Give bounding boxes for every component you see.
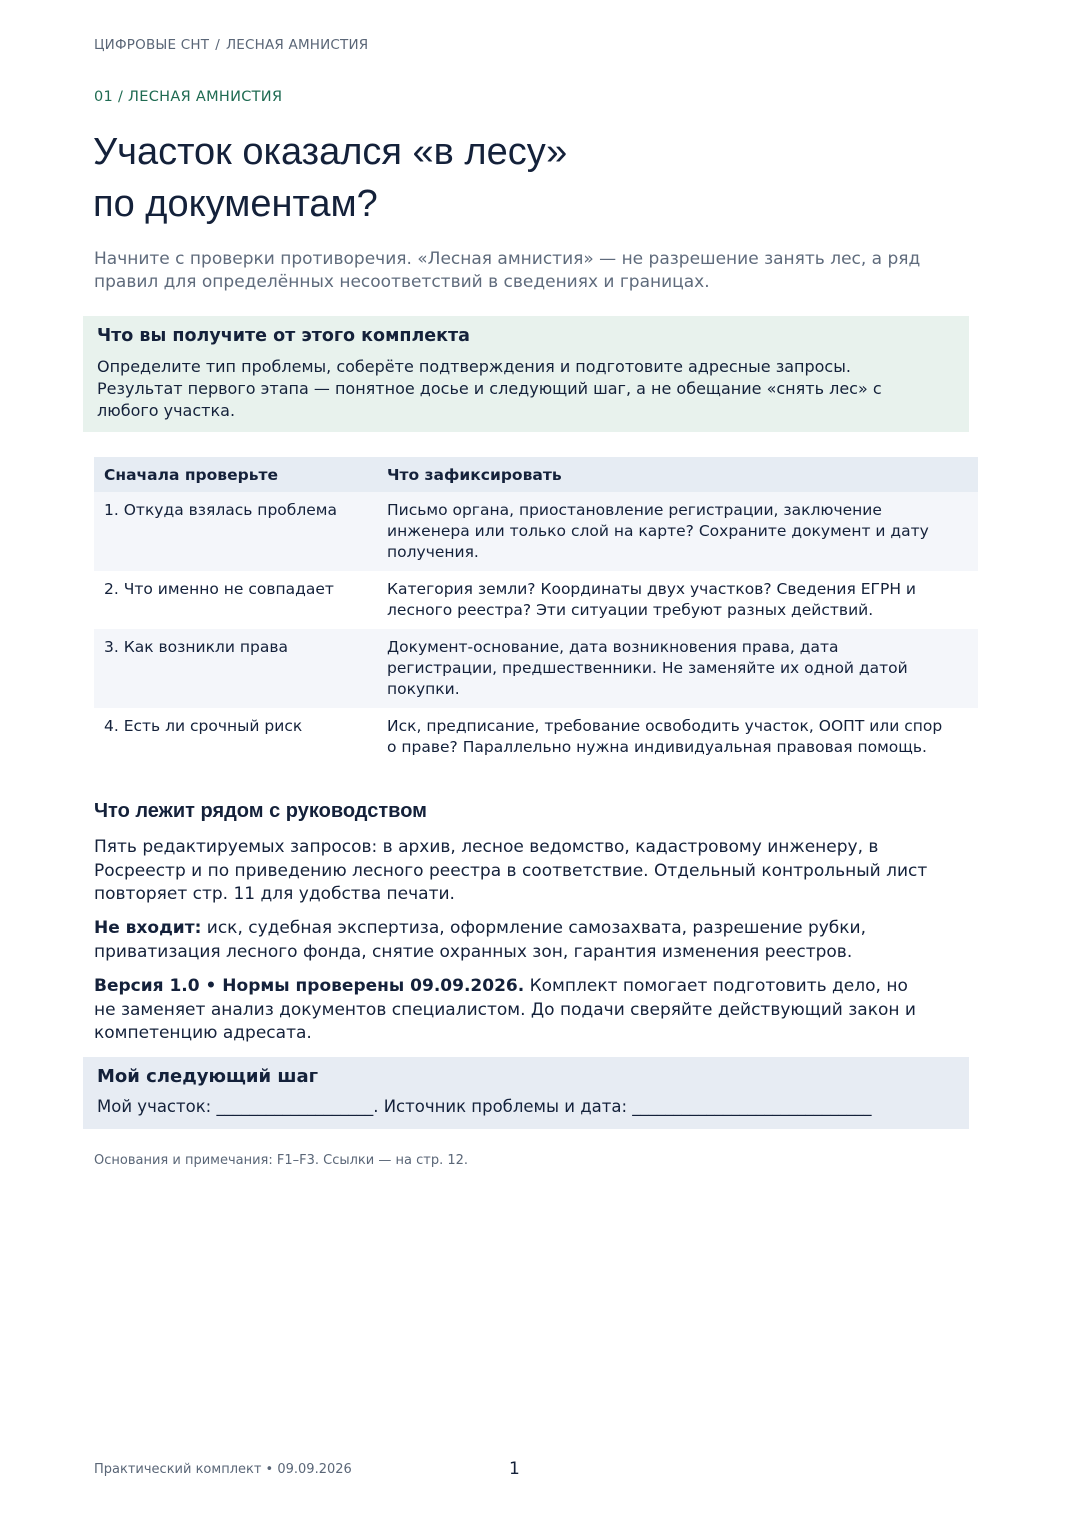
next-step-callout <box>83 1057 969 1129</box>
record-line: Письмо органа, приостановление регистрации, заключение <box>387 501 882 519</box>
version-text: Комплект помогает подготовить дело, но <box>524 976 908 996</box>
breadcrumb-current: ЛЕСНАЯ АМНИСТИЯ <box>225 37 369 53</box>
record-line: получения. <box>387 543 479 561</box>
not-included-paragraph <box>94 917 984 964</box>
breadcrumb-separator: / <box>215 37 220 53</box>
next-step-fill-in[interactable]: Мой участок: ___________________. Источник проблемы и дата: _____________________________ <box>97 1097 872 1116</box>
kit-benefits-line: любого участка. <box>97 401 236 420</box>
section-kicker: 01 / ЛЕСНАЯ АМНИСТИЯ <box>94 89 283 105</box>
paragraph-line <box>94 917 984 941</box>
kit-benefits-callout <box>83 316 969 432</box>
check-cell: 4. Есть ли срочный риск <box>104 717 303 735</box>
table-row <box>94 571 978 629</box>
record-cell <box>377 629 978 708</box>
table-row <box>94 492 978 571</box>
included-files-paragraph <box>94 836 984 907</box>
record-line: покупки. <box>387 680 460 698</box>
version-label: Версия 1.0 • Нормы проверены 09.09.2026. <box>94 976 525 996</box>
record-line: инженера или только слой на карте? Сохраните документ и дату <box>387 522 929 540</box>
breadcrumb-root[interactable]: ЦИФРОВЫЕ СНТ <box>94 37 210 53</box>
breadcrumb <box>94 37 368 53</box>
lead-line-2: правил для определённых несоответствий в сведениях и границах. <box>94 272 710 292</box>
next-step-heading: Мой следующий шаг <box>97 1066 319 1087</box>
record-line: регистрации, предшественники. Не заменяйте их одной датой <box>387 659 908 677</box>
record-line: о праве? Параллельно нужна индивидуальная правовая помощь. <box>387 738 927 756</box>
table-header-row <box>94 457 978 492</box>
column-header-check: Сначала проверьте <box>94 457 377 492</box>
check-cell: 2. Что именно не совпадает <box>104 580 334 598</box>
paragraph-line: приватизация лесного фонда, снятие охранных зон, гарантия изменения реестров. <box>94 941 853 962</box>
page-title-line-2: по документам? <box>93 183 378 225</box>
checklist-table <box>94 457 978 766</box>
kit-benefits-line: Определите тип проблемы, соберёте подтверждения и подготовите адресные запросы. <box>97 357 851 376</box>
record-cell <box>377 708 978 766</box>
record-cell <box>377 492 978 571</box>
section-heading-alongside: Что лежит рядом с руководством <box>94 800 427 822</box>
lead-line-1: Начните с проверки противоречия. «Лесная амнистия» — не разрешение занять лес, а ряд <box>94 249 921 269</box>
record-line: Документ-основание, дата возникновения права, дата <box>387 638 839 656</box>
lead-paragraph <box>94 248 984 294</box>
record-line: лесного реестра? Эти ситуации требуют разных действий. <box>387 601 874 619</box>
footer-caption: Практический комплект • 09.09.2026 <box>94 1462 352 1477</box>
paragraph-line: Росреестр и по приведению лесного реестра в соответствие. Отдельный контрольный лист <box>94 860 928 881</box>
kit-benefits-line: Результат первого этапа — понятное досье и следующий шаг, а не обещание «снять лес» с <box>97 379 882 398</box>
kit-benefits-body <box>97 356 957 422</box>
table-row <box>94 708 978 766</box>
not-included-label: Не входит: <box>94 918 202 938</box>
check-cell: 3. Как возникли права <box>94 629 377 708</box>
record-line: Иск, предписание, требование освободить участок, ООПТ или спор <box>387 717 943 735</box>
paragraph-line: Пять редактируемых запросов: в архив, лесное ведомство, кадастровому инженеру, в <box>94 837 879 857</box>
column-header-record: Что зафиксировать <box>377 457 978 492</box>
page-title-line-1: Участок оказался «в лесу» <box>93 131 568 173</box>
page-number: 1 <box>509 1459 520 1479</box>
notes-reference: Основания и примечания: F1–F3. Ссылки — на стр. 12. <box>94 1153 469 1168</box>
paragraph-line: компетенцию адресата. <box>94 1023 312 1043</box>
check-cell: 1. Откуда взялась проблема <box>94 492 377 571</box>
paragraph-line: повторяет стр. 11 для удобства печати. <box>94 884 455 904</box>
paragraph-line <box>94 975 984 999</box>
record-line: Категория земли? Координаты двух участков? Сведения ЕГРН и <box>387 580 916 598</box>
table-row <box>94 629 978 708</box>
kit-benefits-heading: Что вы получите от этого комплекта <box>97 326 470 346</box>
record-cell <box>377 571 978 629</box>
page-title <box>93 126 893 230</box>
paragraph-line: не заменяет анализ документов специалистом. До подачи сверяйте действующий закон и <box>94 999 916 1020</box>
version-paragraph <box>94 975 984 1046</box>
not-included-text: иск, судебная экспертиза, оформление самозахвата, разрешение рубки, <box>201 918 867 938</box>
